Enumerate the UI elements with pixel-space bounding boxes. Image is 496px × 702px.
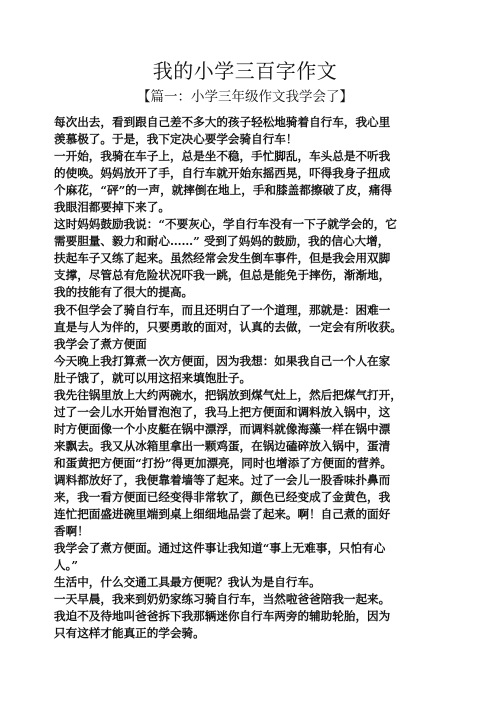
text-line: 今天晚上我打算煮一次方便面，因为我想：如果我自己一个人在家: [54, 353, 391, 368]
text-line: 我学会了煮方便面: [54, 336, 147, 351]
text-line: 时方便面像一个小皮艇在锅中漂浮，而调料就像海藻一样在锅中漂: [54, 421, 391, 436]
text-line: 我眼泪都要掉下来了。: [54, 200, 170, 215]
text-line: 来飘去。我又从冰箱里拿出一颗鸡蛋，在锅边磕碎放入锅中，蛋清: [54, 438, 391, 453]
text-line: 和蛋黄把方便面“打扮”得更加漂亮，同时也增添了方便面的营养。: [54, 455, 392, 470]
text-line: 羡慕极了。于是，我下定决心要学会骑自行车！: [54, 132, 298, 147]
text-line: 扶起车子又练了起来。虽然经常会发生倒车事件，但是我会用双脚: [54, 251, 391, 266]
text-line: 生活中，什么交通工具最方便呢？我认为是自行车。: [54, 575, 321, 590]
text-line: 我学会了煮方便面。通过这件事让我知道“事上无难事，只怕有心: [54, 541, 386, 556]
text-line: 我迫不及待地叫爸爸拆下我那辆迷你自行车两旁的辅助轮胎，因为: [54, 609, 391, 624]
text-line: 的使唤。妈妈放开了手，自行车就开始东摇西晃，吓得我身子扭成: [54, 166, 391, 181]
text-line: 香啊！: [54, 524, 89, 539]
text-line: 一开始，我骑在车子上，总是坐不稳，手忙脚乱，车头总是不听我: [54, 149, 391, 164]
text-line: 只有这样才能真正的学会骑。: [54, 626, 205, 641]
text-line: 个麻花，“砰”的一声，就摔倒在地上，手和膝盖都擦破了皮，痛得: [54, 183, 392, 198]
text-line: 我的技能有了很大的提高。: [54, 285, 194, 300]
text-line: 来，我一看方便面已经变得非常软了，颜色已经变成了金黄色，我: [54, 490, 391, 505]
text-line: 人。”: [54, 558, 79, 573]
text-line: 我不但学会了骑自行车，而且还明白了一个道理，那就是：困难一: [54, 302, 391, 317]
text-line: 我先往锅里放上大约两碗水，把锅放到煤气灶上，然后把煤气打开，: [54, 387, 402, 402]
text-line: 过了一会儿水开始冒泡泡了，我马上把方便面和调料放入锅中，这: [54, 404, 391, 419]
text-line: 直是与人为伴的，只要勇敢的面对，认真的去做，一定会有所收获。: [54, 319, 402, 334]
text-line: 这时妈妈鼓励我说：“不要灰心，学自行车没有一下子就学会的，它: [54, 217, 397, 232]
text-line: 连忙把面盛进碗里端到桌上细细地品尝了起来。啊！自己煮的面好: [54, 507, 391, 522]
document-title: 我的小学三百字作文: [152, 59, 338, 83]
text-line: 一天早晨，我来到奶奶家练习骑自行车，当然啦爸爸陪我一起来。: [54, 592, 391, 607]
text-line: 调料都放好了，我便靠着墙等了起来。过了一会儿一股香味扑鼻而: [54, 472, 391, 487]
text-line: 需要胆量、毅力和耐心……” 受到了妈妈的鼓励，我的信心大增，: [54, 234, 390, 249]
text-line: 肚子饿了，就可以用这招来填饱肚子。: [54, 370, 252, 385]
document-subtitle: 【篇一：小学三年级作文我学会了】: [137, 89, 353, 105]
text-line: 支撑，尽管总有危险状况吓我一跳，但总是能免于摔伤，渐渐地，: [54, 268, 391, 283]
text-line: 每次出去，看到跟自己差不多大的孩子轻松地骑着自行车，我心里: [54, 115, 391, 129]
document-body: [54, 114, 436, 642]
